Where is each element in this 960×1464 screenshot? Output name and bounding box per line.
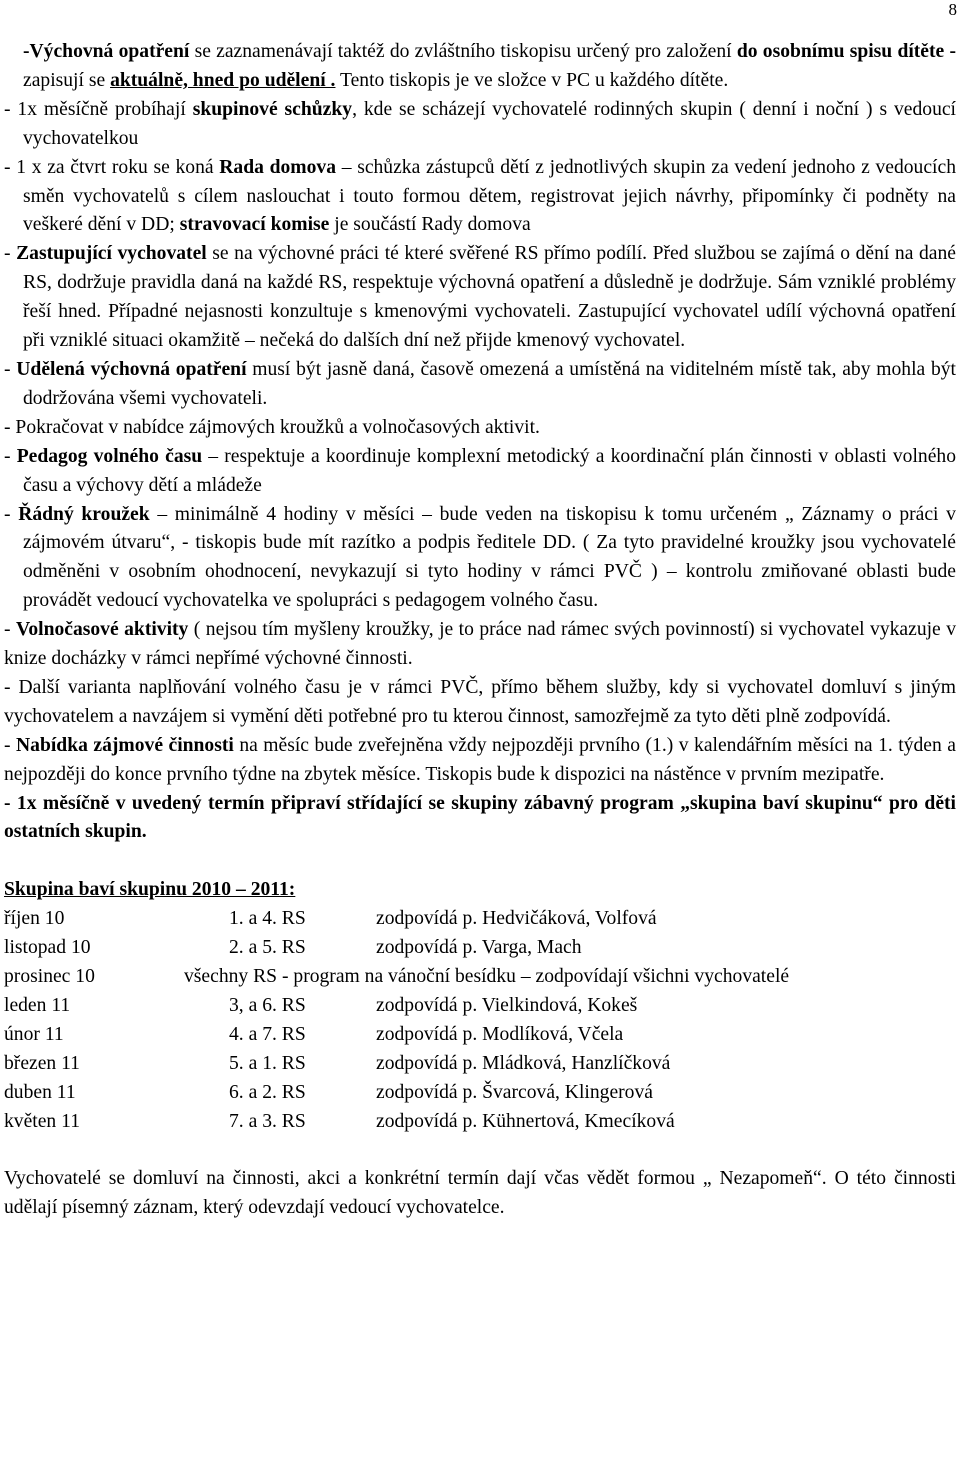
text-segment: se zaznamenávají taktéž do zvláštního tiskopisu určený pro založení [189, 41, 737, 62]
text-segment: - [4, 503, 19, 525]
text-segment: zapisují se [23, 69, 111, 91]
text-segment: - 1x měsíčně probíhají [4, 98, 193, 120]
schedule-responsible: zodpovídá p. Kühnertová, Kmecíková [376, 1110, 675, 1132]
paragraph-pedagog-volneho-casu [4, 443, 956, 501]
schedule-row [4, 1050, 956, 1079]
schedule-responsible: zodpovídá p. Hedvičáková, Volfová [376, 908, 657, 930]
text-segment: – minimálně 4 hodiny v měsíci – bude veden na tiskopisu k tomu určeném „ Záznamy o práci v zájmovém útvaru“, - tiskopis bude mít razítko a podpis ředitele DD. ( Za tyto pravidelné kroužky jsou vychovatelé odměněni v osobním ohodnocení, nevykazují si tyto hodiny v rámci PVČ ) – kontrolu zmiňované oblasti bude provádět vedoucí vychovatelka ve spolupráci s pedagogem volného času. [23, 503, 956, 612]
schedule-month: únor 11 [4, 1023, 64, 1045]
text-segment: musí být jasně daná, časově omezená a umístěná na viditelném místě tak, aby mohla být dodržována všemi vychovateli. [23, 358, 956, 409]
text-segment: - [4, 734, 17, 756]
paragraph-zabavny-program [4, 790, 956, 848]
schedule-groups: 4. a 7. RS [229, 1023, 306, 1045]
text-segment: - Další varianta naplňování volného času je v rámci PVČ, přímo během služby, kdy si vychovatel domluví s jiným vychovatelem a navzájem si vymění děti potřebné pro tu kterou činnost, samozřejmě za tyto děti plně zodpovídá. [4, 676, 956, 727]
paragraph-dalsi-varianta [4, 674, 956, 732]
text-segment: - [4, 445, 17, 467]
schedule-month: březen 11 [4, 1052, 80, 1074]
text-segment: - Pokračovat v nabídce zájmových kroužků a volnočasových aktivit. [4, 416, 540, 438]
text-segment: aktuálně, hned po udělení . [110, 69, 336, 91]
schedule-groups: 5. a 1. RS [229, 1052, 306, 1074]
schedule-table [4, 905, 956, 1136]
schedule-responsible: zodpovídá p. Vielkindová, Kokeš [376, 994, 638, 1016]
schedule-month: říjen 10 [4, 908, 65, 930]
page-number: 8 [948, 0, 957, 19]
schedule-row [4, 1079, 956, 1108]
schedule-responsible: zodpovídá p. Varga, Mach [376, 937, 582, 959]
schedule-row [4, 1021, 956, 1050]
text-segment: Zastupující vychovatel [16, 243, 207, 265]
text-segment: stravovací komise [179, 214, 330, 236]
schedule-responsible: zodpovídá p. Mládková, Hanzlíčková [376, 1052, 671, 1074]
schedule-groups: 1. a 4. RS [229, 908, 306, 930]
paragraph-zastupujici-vychovatel [4, 240, 956, 356]
schedule-groups: 2. a 5. RS [229, 937, 306, 959]
text-segment: Řádný kroužek [18, 503, 150, 525]
text-segment: skupinové schůzky [192, 98, 353, 120]
paragraph-vychovna-opatreni [4, 38, 956, 96]
schedule-month: leden 11 [4, 994, 71, 1016]
text-segment: ( nejsou tím myšleny kroužky, je to práce nad rámec svých povinností) si vychovatel vykazuje v knize docházky v rámci nepřímé výchovné činnosti. [4, 619, 956, 670]
text-segment: - 1x měsíčně v uvedený termín připraví střídající se skupiny zábavný program „skupina baví skupinu“ pro děti ostatních skupin. [4, 792, 956, 843]
paragraph-krouzky [4, 414, 956, 443]
text-segment: Udělená výchovná opatření [16, 358, 247, 380]
text-segment: do osobnímu spisu dítěte - [736, 41, 956, 62]
paragraph-nabidka-cinnosti [4, 732, 956, 790]
paragraph-skupinove-schuzky [4, 96, 956, 154]
text-segment: - 1 x za čtvrt roku se koná [4, 156, 220, 178]
paragraph-radny-krouzek [4, 501, 956, 617]
text-segment: – respektuje a koordinuje komplexní metodický a koordinační plán činnosti v oblasti volného času a výchovy dětí a mládeže [23, 445, 956, 496]
text-segment: je součástí Rady domova [329, 214, 531, 236]
text-segment: na měsíc bude zveřejněna vždy nejpozději prvního (1.) v kalendářním měsíci na 1. týden a nejpozději do konce prvního týdne na zbytek měsíce. Tiskopis bude k dispozici na nástěnce v prvním mezipatře. [4, 734, 956, 785]
schedule-groups: 6. a 2. RS [229, 1081, 306, 1103]
text-segment: - [4, 243, 17, 265]
schedule-row [4, 1108, 956, 1137]
text-segment: - [4, 619, 16, 641]
schedule-note: všechny RS - program na vánoční besídku – zodpovídají všichni vychovatelé [184, 966, 790, 988]
schedule-row [4, 992, 956, 1021]
schedule-responsible: zodpovídá p. Švarcová, Klingerová [376, 1081, 653, 1103]
closing-paragraph: Vychovatelé se domluví na činnosti, akci a konkrétní termín dají včas vědět formou „ Nezapomeň“. O této činnosti udělají písemný záznam, který odevzdají vedoucí vychovatelce. [4, 1168, 956, 1219]
paragraph-volnocasove-aktivity [4, 616, 956, 674]
text-segment: Nabídka zájmové činnosti [16, 734, 234, 756]
text-segment: – schůzka zástupců dětí z jednotlivých skupin za vedení jednoho z vedoucích směn vychovatelů s cílem naslouchat i touto formou dětem, registrovat jejich návrhy, připomínky či podněty na veškeré dění v DD; [23, 156, 956, 236]
text-segment: Volnočasové aktivity [15, 619, 189, 641]
schedule-responsible: zodpovídá p. Modlíková, Včela [376, 1023, 624, 1045]
schedule-row [4, 963, 956, 992]
paragraphs [4, 38, 956, 847]
schedule-groups: 3, a 6. RS [229, 994, 306, 1016]
text-segment: -Výchovná opatření [23, 41, 190, 62]
schedule-title: Skupina baví skupinu 2010 – 2011: [4, 879, 296, 901]
text-segment: se na výchovné práci té které svěřené RS přímo podílí. Před službou se zajímá o dění na dané RS, dodržuje pravidla daná na každé RS, respektuje výchovná opatření a důsledně je dodržuje. Sám vzniklé problémy řeší hned. Případné nejasnosti konzultuje s kmenovými vychovateli. Zastupující vychovatel udílí výchovná opatření při vzniklé situaci okamžitě – nečeká do dalších dní než přijde kmenový vychovatel. [23, 243, 956, 352]
paragraph-udelena-opatreni [4, 356, 956, 414]
text-segment: Rada domova [219, 156, 337, 178]
text-segment: Pedagog volného času [16, 445, 203, 467]
schedule-groups: 7. a 3. RS [229, 1110, 306, 1132]
schedule-row [4, 905, 956, 934]
text-segment: , kde se scházejí vychovatelé rodinných skupin ( denní i noční ) s vedoucí vychovatelkou [23, 98, 957, 149]
schedule-row [4, 934, 956, 963]
text-segment: Tento tiskopis je ve složce v PC u každého dítěte. [335, 69, 729, 91]
schedule-month: prosinec 10 [4, 966, 95, 988]
schedule-month: květen 11 [4, 1110, 80, 1132]
paragraph-rada-domova [4, 154, 956, 241]
document-body [4, 38, 956, 1223]
schedule-month: listopad 10 [4, 937, 91, 959]
schedule-month: duben 11 [4, 1081, 76, 1103]
text-segment: - [4, 358, 17, 380]
